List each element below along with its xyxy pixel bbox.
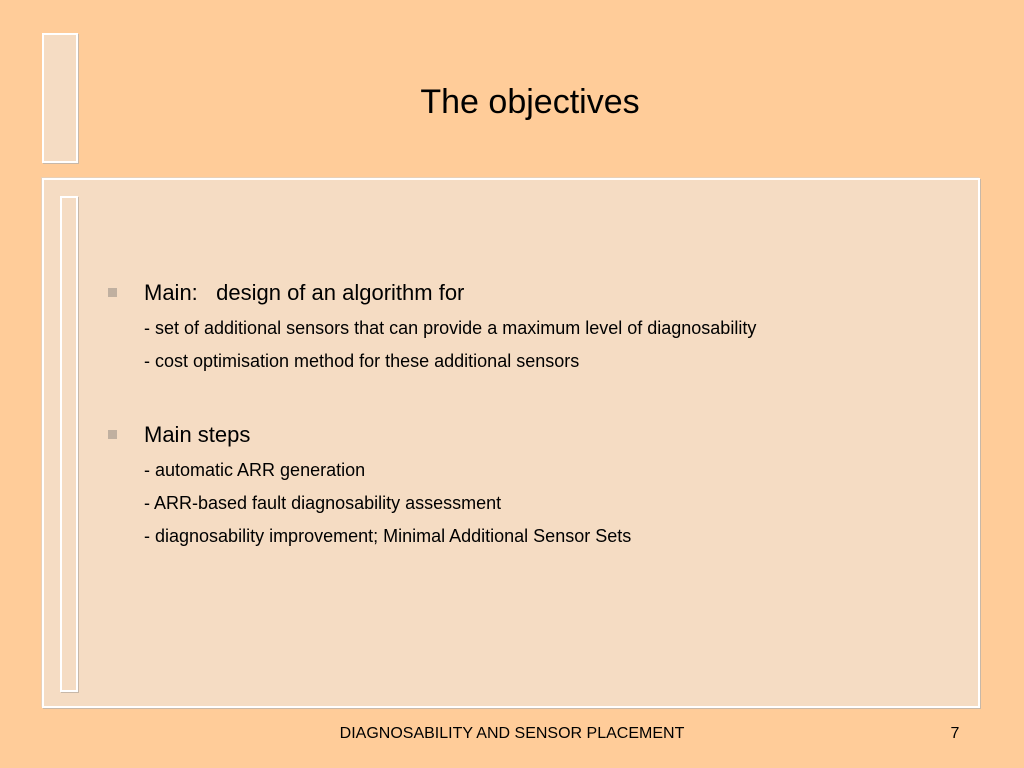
content-panel [42, 178, 980, 708]
sub-bullet-text: - diagnosability improvement; Minimal Additional Sensor Sets [144, 526, 632, 546]
sub-bullet-text: - ARR-based fault diagnosability assessment [144, 493, 502, 513]
footer-title: DIAGNOSABILITY AND SENSOR PLACEMENT [339, 725, 685, 742]
page-number: 7 [950, 725, 960, 742]
bullet-text: Main: design of an algorithm for [144, 280, 465, 305]
sub-bullet-text: - cost optimisation method for these additional sensors [144, 351, 580, 371]
square-bullet-icon [108, 288, 117, 297]
slide-title: The objectives [420, 83, 640, 121]
square-bullet-icon [108, 430, 117, 439]
sub-bullet-text: - set of additional sensors that can provide a maximum level of diagnosability [144, 318, 757, 338]
content-decoration-bar [60, 196, 78, 692]
title-decoration-bar [42, 33, 78, 163]
bullet-text: Main steps [144, 422, 251, 447]
bullet-item [108, 420, 968, 553]
bullet-item [108, 278, 968, 378]
sub-bullet-text: - automatic ARR generation [144, 460, 366, 480]
